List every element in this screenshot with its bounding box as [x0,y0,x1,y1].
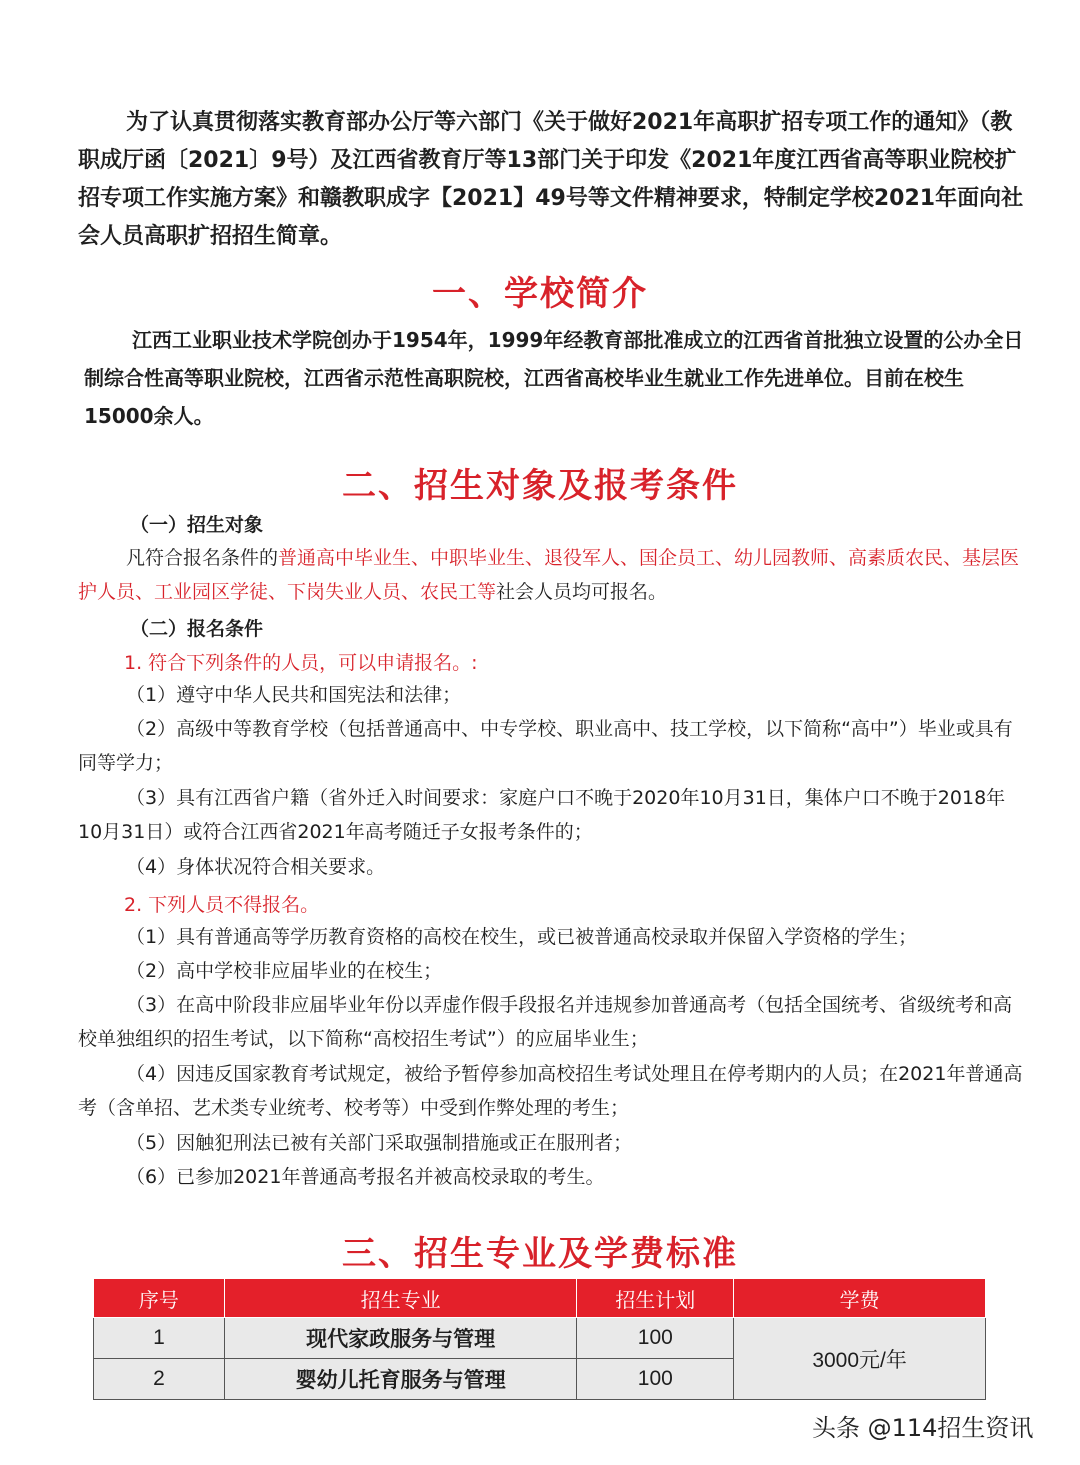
fee-cell: 3000元/年 [734,1318,986,1400]
ineligible-item-6: （6）已参加2021年普通高考报名并被高校录取的考生。 [126,1166,605,1188]
row-no: 1 [94,1318,225,1359]
watermark: 头条 @114招生资讯 [812,1414,1034,1442]
eligible-item-1: （1）遵守中华人民共和国宪法和法律； [126,684,462,706]
ineligible-item-2: （2）高中学校非应届毕业的在校生； [126,960,443,982]
intro-paragraph: 为了认真贯彻落实教育部办公厅等六部门《关于做好2021年高职扩招专项工作的通知》（教职成厅函〔2021〕9号）及江西省教育厅等13部门关于印发《2021年度江西省高等职业院校扩招专项工作实施方案》和赣教职成字【2021】49号等文件精神要求，特制定学校2021年面向社会人员高职扩招招生简章。 [78,110,1024,249]
eligible-item-4: （4）身体状况符合相关要求。 [126,856,386,878]
subheading-target: （一）招生对象 [130,514,264,536]
target-suffix: 社会人员均可报名。 [496,581,668,603]
ineligible-item-5: （5）因触犯刑法已被有关部门采取强制措施或正在服刑者； [126,1132,633,1154]
eligible-heading: 1. 符合下列条件的人员，可以申请报名。: [124,652,478,674]
header-major: 招生专业 [224,1279,577,1318]
row-major: 现代家政服务与管理 [224,1318,577,1359]
row-plan: 100 [577,1318,734,1359]
row-plan: 100 [577,1359,734,1400]
section-1-heading: 一、学校简介 [432,274,648,314]
ineligible-item-3: （3）在高中阶段非应届毕业年份以弄虚作假手段报名并违规参加普通高考（包括全国统考、省级统考和高校单独组织的招生考试，以下简称“高校招生考试”）的应届毕业生； [78,994,1013,1050]
ineligible-heading: 2. 下列人员不得报名。 [124,894,320,916]
header-no: 序号 [94,1279,225,1318]
header-fee: 学费 [734,1279,986,1318]
fee-table-header [94,1279,986,1318]
row-no: 2 [94,1359,225,1400]
target-paragraph [78,541,1024,609]
row-major: 婴幼儿托育服务与管理 [224,1359,577,1400]
header-plan: 招生计划 [577,1279,734,1318]
table-row [94,1318,986,1359]
subheading-conditions: （二）报名条件 [130,618,264,640]
school-intro-paragraph: 江西工业职业技术学院创办于1954年，1999年经教育部批准成立的江西省首批独立设置的公办全日制综合性高等职业院校，江西省示范性高职院校，江西省高校毕业生就业工作先进单位。目前在校生15000余人。 [84,328,1024,428]
ineligible-item-1: （1）具有普通高等学历教育资格的高校在校生，或已被普通高校录取并保留入学资格的学生； [126,926,918,948]
target-prefix: 凡符合报名条件的 [126,547,279,569]
eligible-item-3: （3）具有江西省户籍（省外迁入时间要求：家庭户口不晚于2020年10月31日，集体户口不晚于2018年10月31日）或符合江西省2021年高考随迁子女报考条件的； [78,787,1006,843]
section-3-heading: 三、招生专业及学费标准 [342,1234,738,1274]
eligible-item-2: （2）高级中等教育学校（包括普通高中、中专学校、职业高中、技工学校，以下简称“高中”）毕业或具有同等学力； [78,718,1013,774]
section-2-heading: 二、招生对象及报考条件 [342,466,738,506]
ineligible-item-4: （4）因违反国家教育考试规定，被给予暂停参加高校招生考试处理且在停考期内的人员；在2021年普通高考（含单招、艺术类专业统考、校考等）中受到作弊处理的考生； [78,1063,1023,1119]
target-groups: 普通高中毕业生、中职毕业生、退役军人、国企员工、幼儿园教师、高素质农民、基层医护人员、工业园区学徒、下岗失业人员、农民工等 [78,547,1020,603]
fee-table [93,1278,986,1400]
